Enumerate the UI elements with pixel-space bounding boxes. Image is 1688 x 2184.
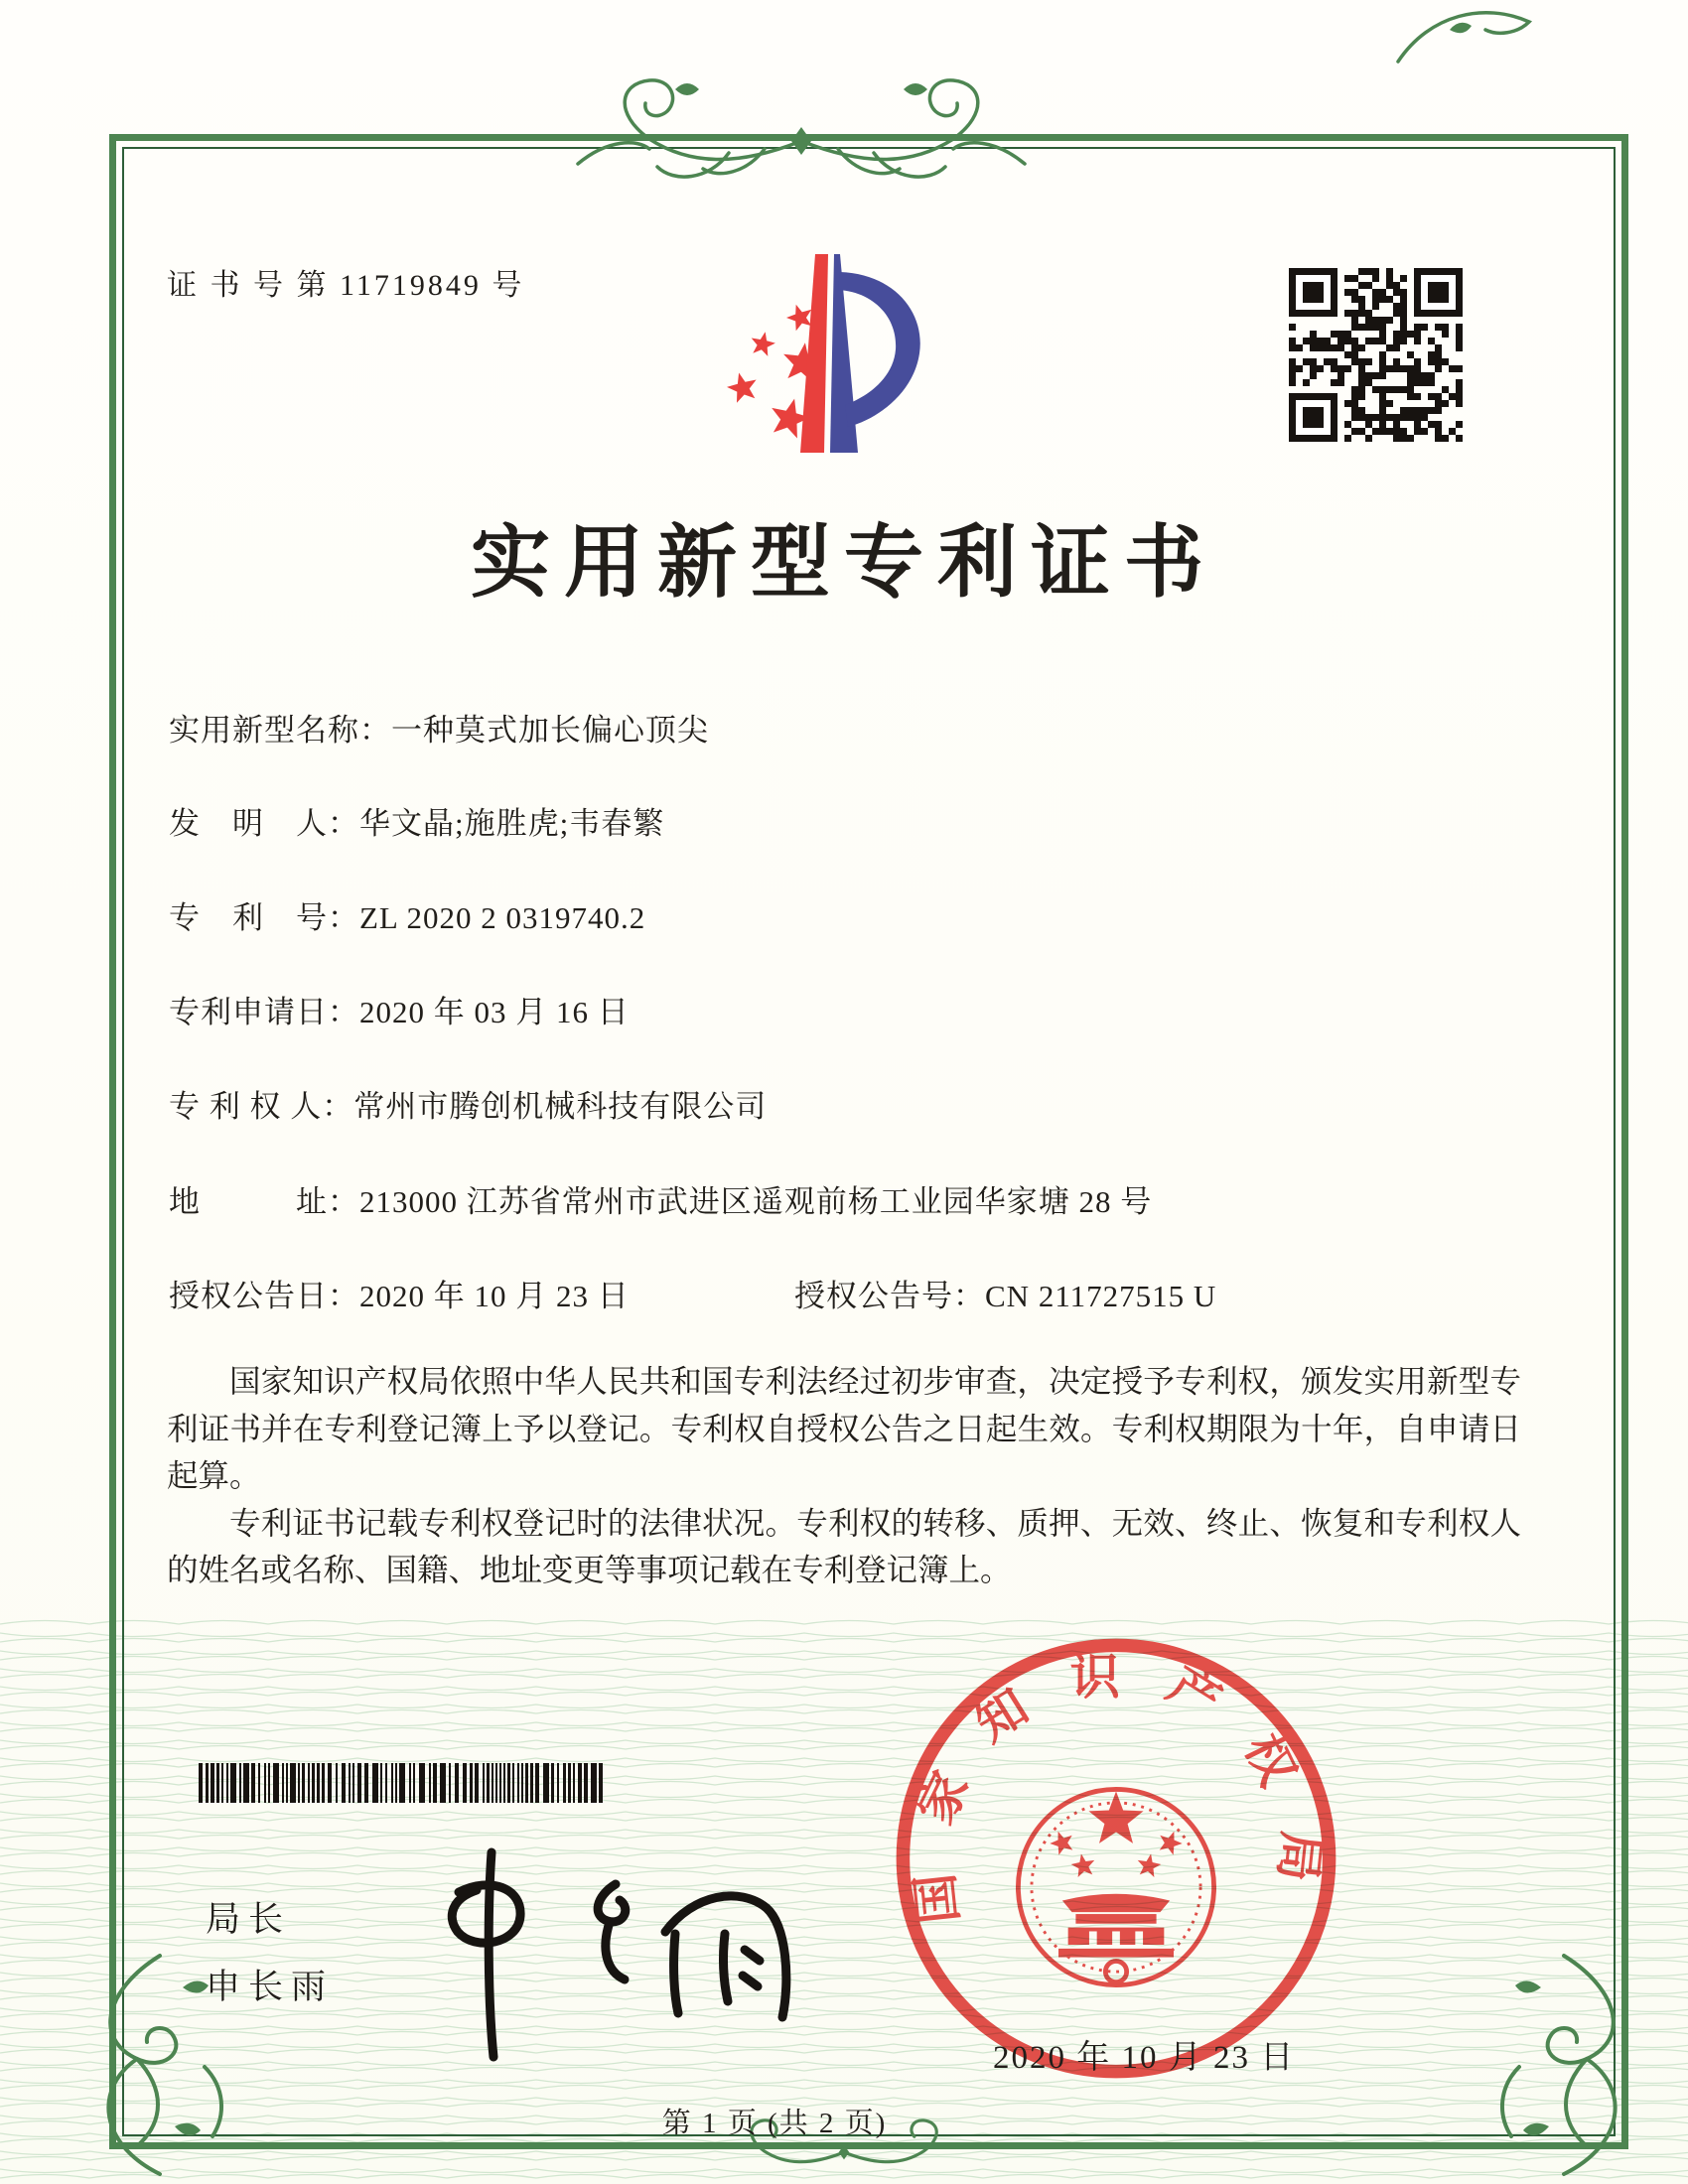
- field-value: CN 211727515 U: [985, 1279, 1217, 1313]
- field-row-inventors: [169, 804, 664, 844]
- legal-paragraph-1: 国家知识产权局依照中华人民共和国专利法经过初步审查，决定授予专利权，颁发实用新型专利证书并在专利登记簿上予以登记。专利权自授权公告之日起生效。专利权期限为十年，自申请日起算。: [167, 1364, 1521, 1493]
- field-label: 地 址：: [169, 1184, 359, 1219]
- field-row-grant-date: [169, 1277, 630, 1316]
- field-row-patentee: [169, 1087, 767, 1127]
- top-right-ornament-icon: [1390, 0, 1539, 69]
- legal-text: [167, 1358, 1521, 1594]
- field-label: 专利申请日：: [169, 995, 359, 1029]
- field-row-patent-number: [169, 898, 645, 938]
- signature-icon: [395, 1839, 822, 2072]
- field-row-filing-date: [169, 993, 630, 1032]
- field-value: 213000 江苏省常州市武进区遥观前杨工业园华家塘 28 号: [359, 1184, 1153, 1219]
- qr-code: [1289, 268, 1463, 442]
- barcode: [199, 1763, 608, 1803]
- field-label: 专 利 权 人：: [169, 1089, 354, 1124]
- field-value: 一种莫式加长偏心顶尖: [391, 713, 709, 748]
- field-label: 发 明 人：: [169, 806, 359, 841]
- field-row-utility-model-name: [169, 711, 709, 751]
- field-label: 实用新型名称：: [169, 713, 391, 748]
- page-footer: 第 1 页 (共 2 页): [661, 2108, 888, 2139]
- field-value: 2020 年 10 月 23 日: [359, 1279, 630, 1313]
- field-value: ZL 2020 2 0319740.2: [359, 900, 646, 935]
- top-ornament-icon: [498, 69, 1104, 194]
- seal-date: 2020 年 10 月 23 日: [993, 2040, 1296, 2076]
- field-value: 2020 年 03 月 16 日: [359, 995, 630, 1029]
- seal-text: 国家知识产权局: [903, 1648, 1330, 1927]
- certificate-title: 实用新型专利证书: [471, 520, 1217, 608]
- national-emblem: [1018, 1789, 1213, 1984]
- director-title: 局长: [206, 1900, 292, 1939]
- cnipa-logo-icon: [683, 244, 937, 475]
- official-seal-icon: [886, 1628, 1346, 2089]
- bottom-right-ornament-icon: [1470, 1948, 1658, 2181]
- field-value: 华文晶;施胜虎;韦春繁: [359, 806, 665, 841]
- field-row-grant-number: [794, 1277, 1216, 1316]
- field-label: 授权公告号：: [794, 1279, 985, 1313]
- director-name: 申长雨: [206, 1968, 335, 2006]
- field-label: 授权公告日：: [169, 1279, 359, 1313]
- legal-paragraph-2: 专利证书记载专利权登记时的法律状况。专利权的转移、质押、无效、终止、恢复和专利权人的姓名或名称、国籍、地址变更等事项记载在专利登记簿上。: [167, 1505, 1521, 1587]
- field-row-address: [169, 1182, 1152, 1222]
- field-value: 常州市腾创机械科技有限公司: [353, 1089, 768, 1124]
- certificate-number: 证 书 号 第 11719849 号: [167, 269, 525, 302]
- field-label: 专 利 号：: [169, 900, 359, 935]
